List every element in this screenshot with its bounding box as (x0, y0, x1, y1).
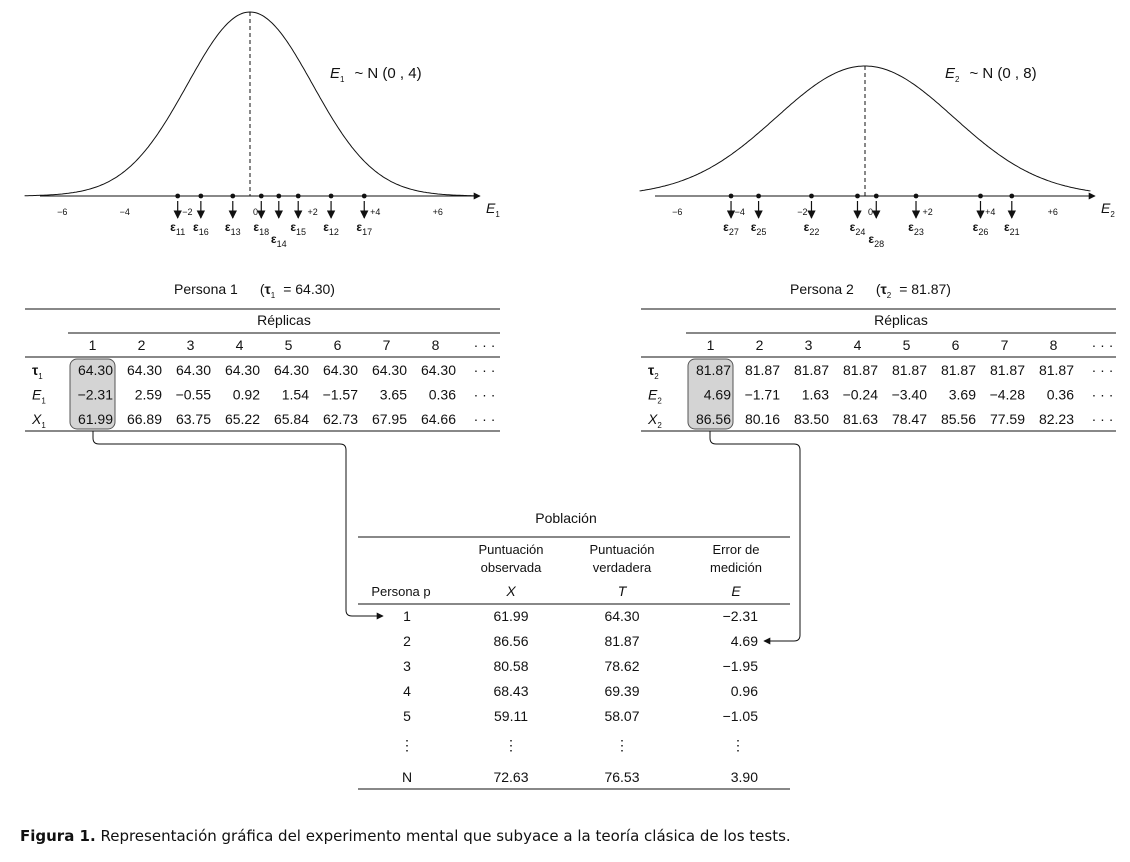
population-row-header: Persona p (371, 584, 431, 599)
person2-column-header: 6 (951, 337, 960, 353)
population-cell: ⋮ (731, 737, 745, 753)
person1-column-header: 2 (137, 337, 146, 353)
person2-cell: 0.36 (1046, 386, 1074, 403)
person1-column-header: 1 (88, 337, 97, 353)
dist1-error-point (362, 194, 367, 199)
population-header-line2: observada (480, 560, 542, 575)
person1-cell: · · · (473, 362, 496, 378)
dist1-error-label: $\varepsilon_{16}$ (192, 220, 209, 237)
dist2-error-point (855, 194, 860, 199)
person2-column-header: 4 (853, 337, 862, 353)
person2-column-header: 3 (804, 337, 813, 353)
person1-cell: 64.30 (273, 362, 309, 378)
person2-column-header: 8 (1049, 337, 1058, 353)
dist2-error-point (978, 194, 983, 199)
person1-cell: · · · (473, 411, 496, 427)
population-header-symbol: T (617, 583, 627, 599)
population-cell: 61.99 (493, 608, 529, 624)
person2-cell: −0.24 (842, 386, 878, 403)
dist1-error-point (198, 194, 203, 199)
person2-cell: −3.40 (891, 386, 927, 403)
person2-cell: 81.87 (793, 362, 829, 378)
person1-cell: 64.30 (126, 362, 162, 378)
connector-arrow-person1 (93, 431, 383, 616)
population-cell: 4 (403, 683, 411, 699)
person1-row-label: $\tau_1$ (32, 362, 43, 381)
dist1-tick-label: +2 (307, 207, 318, 217)
dist2-distribution-label: $E_2$ ~ N (0 , 8) (945, 65, 1037, 84)
dist2-tick-label: −4 (734, 207, 745, 217)
population-cell: 78.62 (604, 658, 640, 674)
person1-cell: −2.31 (77, 386, 113, 403)
person2-cell: 81.87 (842, 362, 878, 378)
person2-cell: 83.50 (793, 411, 829, 427)
population-header-symbol: E (731, 583, 741, 599)
dist1-error-point (230, 194, 235, 199)
population-header-line1: Puntuación (589, 542, 655, 557)
population-cell: 64.30 (604, 608, 640, 624)
person2-row-label: $E_2$ (648, 386, 662, 406)
population-cell: 68.43 (493, 683, 529, 699)
person1-column-header: 3 (186, 337, 195, 353)
person2-replicas-label: Réplicas (874, 312, 928, 328)
person1-cell: 64.30 (77, 362, 113, 378)
person2-column-header: · · · (1091, 337, 1114, 353)
dist2-error-point (1009, 194, 1014, 199)
population-cell: 86.56 (493, 633, 529, 649)
population-cell: N (401, 769, 413, 785)
person2-cell: 86.56 (695, 411, 731, 427)
person1-title: Persona 1 $(\tau_1 = 64.30)$ (174, 281, 335, 300)
person2-cell: 4.69 (703, 386, 731, 403)
person1-cell: 3.65 (379, 386, 407, 403)
person2-cell: 3.69 (948, 386, 976, 403)
dist2-error-point (729, 194, 734, 199)
caption-label: Figura 1. (20, 827, 96, 845)
person1-row-label: $E_1$ (32, 386, 46, 406)
dist1-axis-label: $E_1$ (486, 200, 500, 219)
dist1-error-label: $\varepsilon_{13}$ (224, 220, 241, 237)
person1-cell: 1.54 (281, 386, 309, 403)
person1-column-header: 8 (431, 337, 440, 353)
dist1-tick-label: +6 (432, 207, 443, 217)
dist2-tick-label: −6 (672, 207, 683, 217)
dist1-error-label: $\varepsilon_{17}$ (356, 220, 373, 237)
person1-column-header: 6 (333, 337, 342, 353)
population-title: Población (535, 510, 597, 526)
person1-column-header: 5 (284, 337, 293, 353)
person2-cell: 81.87 (989, 362, 1025, 378)
person2-cell: 82.23 (1038, 411, 1074, 427)
population-header-line2: medición (709, 560, 763, 575)
dist2-error-label: $\varepsilon_{23}$ (908, 220, 924, 237)
population-cell: 69.39 (604, 683, 640, 699)
dist1-error-label: $\varepsilon_{15}$ (290, 220, 307, 237)
person2-cell: · · · (1091, 411, 1114, 427)
dist1-error-point (296, 194, 301, 199)
person2-cell: 81.87 (744, 362, 780, 378)
person1-cell: 0.36 (428, 386, 456, 403)
dist1-error-point (259, 194, 264, 199)
dist2-axis-label: $E_2$ (1101, 200, 1115, 219)
person2-cell: 85.56 (940, 411, 976, 427)
person2-column-header: 5 (902, 337, 911, 353)
dist2-error-point (874, 194, 879, 199)
population-cell: 58.07 (604, 708, 640, 724)
person2-cell: 1.63 (801, 386, 829, 403)
population-cell: −1.95 (722, 658, 758, 674)
person2-cell: · · · (1091, 386, 1114, 403)
dist2-error-label: $\varepsilon_{28}$ (868, 232, 885, 249)
figure-caption (20, 827, 791, 845)
person1-cell: 65.84 (273, 411, 309, 427)
person2-cell: 81.87 (940, 362, 976, 378)
population-cell: 2 (403, 633, 411, 649)
person1-replicas-label: Réplicas (257, 312, 311, 328)
dist2-tick-label: −2 (797, 207, 808, 217)
dist2-tick-label: +2 (922, 207, 933, 217)
person2-cell: 81.87 (695, 362, 731, 378)
person1-cell: 0.92 (232, 386, 260, 403)
person2-cell: · · · (1091, 362, 1114, 378)
population-header-line1: Puntuación (478, 542, 544, 557)
person2-column-header: 2 (755, 337, 764, 353)
dist1-tick-label: 0 (253, 207, 259, 217)
person1-cell: 67.95 (371, 411, 407, 427)
population-cell: 1 (403, 608, 411, 624)
person1-cell: 64.30 (224, 362, 260, 378)
dist2-tick-label: +6 (1047, 207, 1058, 217)
population-header-line2: verdadera (592, 560, 652, 575)
person1-cell: 64.30 (175, 362, 211, 378)
dist1-tick-label: −4 (119, 207, 130, 217)
person2-cell: 81.87 (891, 362, 927, 378)
dist2-tick-label: +4 (985, 207, 996, 217)
person1-cell: 63.75 (175, 411, 211, 427)
person2-cell: 77.59 (989, 411, 1025, 427)
person1-cell: 64.30 (322, 362, 358, 378)
population-cell: 76.53 (604, 769, 640, 785)
person1-cell: 62.73 (322, 411, 358, 427)
dist1-tick-label: −6 (57, 207, 68, 217)
person1-cell: 64.30 (420, 362, 456, 378)
dist1-error-point (175, 194, 180, 199)
person2-cell: 81.63 (842, 411, 878, 427)
person1-column-header: 4 (235, 337, 244, 353)
population-cell: 81.87 (604, 633, 640, 649)
population-cell: ⋮ (400, 737, 414, 753)
person1-column-header: 7 (382, 337, 391, 353)
dist1-error-label: $\varepsilon_{18}$ (253, 220, 270, 237)
dist1-error-point (329, 194, 334, 199)
dist2-error-point (914, 194, 919, 199)
population-header-symbol: X (506, 583, 516, 599)
dist2-error-label: $\varepsilon_{25}$ (750, 220, 767, 237)
person2-title: Persona 2 $(\tau_2 = 81.87)$ (790, 281, 951, 300)
person2-row-label: $\tau_2$ (648, 362, 659, 381)
population-cell: 80.58 (493, 658, 529, 674)
person2-cell: 78.47 (891, 411, 927, 427)
dist2-error-label: $\varepsilon_{21}$ (1003, 220, 1020, 237)
person1-column-header: · · · (473, 337, 496, 353)
dist1-error-label: $\varepsilon_{14}$ (270, 232, 287, 249)
person1-cell: · · · (473, 386, 496, 403)
dist1-distribution-label: $E_1$ ~ N (0 , 4) (330, 65, 422, 84)
person1-cell: 65.22 (224, 411, 260, 427)
population-cell: 59.11 (494, 708, 528, 724)
population-cell: −1.05 (722, 708, 758, 724)
person1-cell: −0.55 (175, 386, 211, 403)
caption-text: Representación gráfica del experimento mental que subyace a la teoría clásica de los tests. (100, 827, 791, 845)
dist2-error-label: $\varepsilon_{22}$ (803, 220, 820, 237)
population-cell: ⋮ (504, 737, 518, 753)
population-cell: 0.96 (730, 683, 758, 699)
person1-row-label: $X_1$ (32, 411, 46, 430)
person2-column-header: 7 (1000, 337, 1009, 353)
population-cell: 5 (403, 708, 411, 724)
population-cell: ⋮ (615, 737, 629, 753)
dist1-error-label: $\varepsilon_{11}$ (170, 220, 186, 237)
person1-cell: 64.66 (420, 411, 456, 427)
dist2-tick-label: 0 (868, 207, 874, 217)
person2-cell: −1.71 (744, 386, 780, 403)
dist1-error-label: $\varepsilon_{12}$ (323, 220, 339, 237)
dist1-error-point (276, 194, 281, 199)
population-cell: 4.69 (730, 633, 758, 649)
dist2-error-point (809, 194, 814, 199)
dist1-tick-label: +4 (370, 207, 381, 217)
population-cell: 3 (403, 658, 411, 674)
person1-cell: 61.99 (77, 411, 113, 427)
population-header-line1: Error de (712, 542, 760, 557)
dist2-error-label: $\varepsilon_{24}$ (849, 220, 866, 237)
person2-column-header: 1 (706, 337, 715, 353)
person2-cell: 80.16 (744, 411, 780, 427)
dist1-tick-label: −2 (182, 207, 193, 217)
person1-cell: −1.57 (322, 386, 358, 403)
person1-cell: 66.89 (126, 411, 162, 427)
population-cell: 72.63 (493, 769, 529, 785)
person1-cell: 2.59 (134, 386, 162, 403)
dist2-error-point (756, 194, 761, 199)
dist2-error-label: $\varepsilon_{27}$ (723, 220, 739, 237)
person1-cell: 64.30 (371, 362, 407, 378)
person2-cell: −4.28 (989, 386, 1025, 403)
person2-row-label: $X_2$ (648, 411, 662, 430)
person2-cell: 81.87 (1038, 362, 1074, 378)
population-cell: −2.31 (722, 608, 758, 624)
population-cell: 3.90 (730, 769, 758, 785)
dist2-error-label: $\varepsilon_{26}$ (972, 220, 989, 237)
